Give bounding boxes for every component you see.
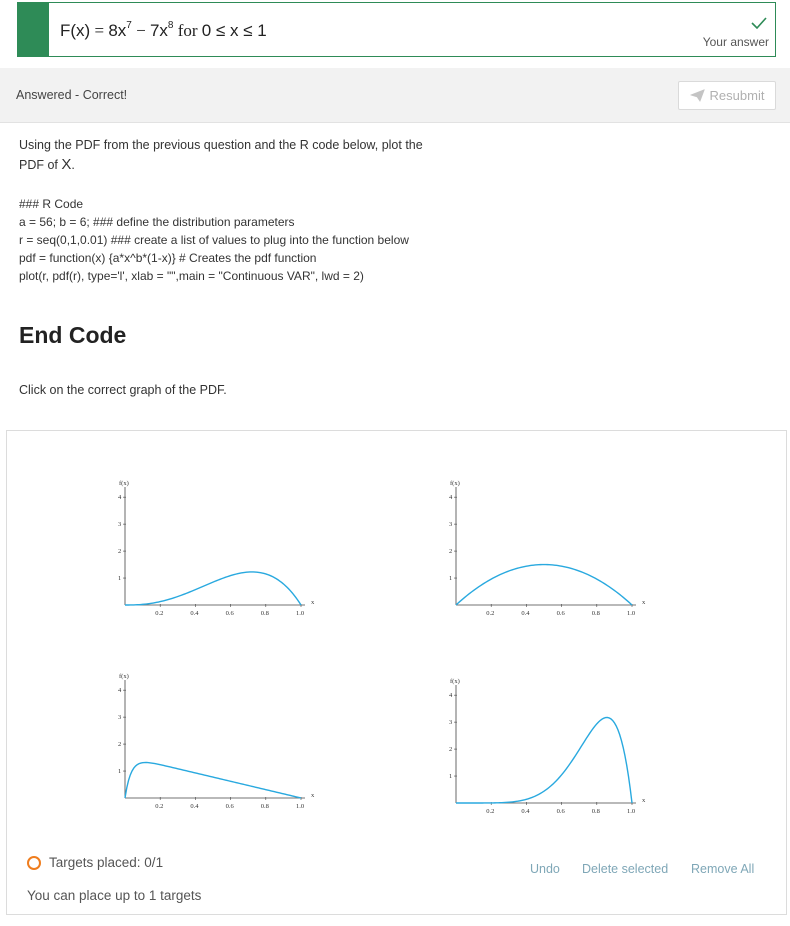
code-line: plot(r, pdf(r), type='l', xlab = "",main = "Continuous VAR", lwd = 2) — [19, 269, 364, 283]
code-line: ### R Code — [19, 197, 84, 211]
x-tick-label: 0.2 — [155, 803, 164, 810]
x-tick-label: 1.0 — [296, 610, 305, 617]
formula-range: 0 ≤ x ≤ 1 — [201, 21, 267, 40]
resubmit-label: Resubmit — [709, 88, 765, 103]
y-tick-label: 3 — [118, 521, 122, 529]
y-tick-label: 4 — [449, 494, 453, 502]
formula-eq: = — [90, 21, 109, 40]
formula-minus: − — [131, 21, 150, 40]
x-tick-label: 0.2 — [155, 610, 164, 617]
y-tick-label: 2 — [449, 548, 453, 556]
x-tick-label: 0.2 — [486, 610, 495, 617]
question-intro-end: . — [71, 158, 75, 172]
x-tick-label: 0.4 — [190, 610, 199, 617]
x-tick-label: 1.0 — [627, 808, 636, 815]
answer-accent-bar — [18, 3, 49, 56]
pdf-curve — [456, 565, 632, 605]
y-tick-label: 2 — [118, 741, 122, 749]
paper-plane-icon — [690, 89, 705, 102]
x-tick-label: 0.6 — [225, 610, 234, 617]
graph-option-d[interactable] — [438, 679, 668, 829]
formula-lhs: F(x) — [60, 21, 91, 40]
y-tick-label: 4 — [118, 494, 122, 502]
pdf-plot-svg — [107, 481, 337, 631]
x-tick-label: 0.8 — [260, 803, 269, 810]
x-tick-label: 0.6 — [225, 803, 234, 810]
pdf-plot-svg — [438, 679, 668, 829]
x-tick-label: 0.6 — [556, 808, 565, 815]
code-line: r = seq(0,1,0.01) ### create a list of values to plug into the function below — [19, 233, 409, 247]
code-line: a = 56; b = 6; ### define the distribution parameters — [19, 215, 295, 229]
y-axis-label: f(x) — [450, 678, 460, 685]
formula-term1: 8x — [108, 21, 127, 40]
formula-for: for — [173, 21, 202, 40]
question-text — [19, 136, 449, 175]
question-variable: X — [61, 156, 72, 173]
x-tick-label: 1.0 — [296, 803, 305, 810]
y-axis-label: f(x) — [119, 673, 129, 680]
y-axis-label: f(x) — [450, 480, 460, 487]
pdf-curve — [125, 572, 301, 605]
graph-option-a[interactable] — [107, 481, 337, 631]
graph-option-c[interactable] — [107, 674, 337, 824]
formula-exp2: 8 — [167, 20, 174, 31]
y-tick-label: 2 — [449, 746, 453, 754]
x-tick-label: 1.0 — [627, 610, 636, 617]
pdf-curve — [125, 763, 301, 798]
target-ring-icon — [27, 856, 41, 870]
x-tick-label: 0.4 — [521, 808, 530, 815]
y-tick-label: 3 — [449, 719, 453, 727]
status-bar — [0, 68, 790, 123]
y-tick-label: 2 — [118, 548, 122, 556]
formula-term2: 7x — [149, 21, 168, 40]
pdf-curve — [456, 718, 632, 804]
pdf-plot-svg — [438, 481, 668, 631]
targets-placed-label: Targets placed: 0/1 — [49, 855, 164, 870]
answer-formula — [60, 20, 267, 41]
targets-limit-label: You can place up to 1 targets — [27, 888, 202, 903]
x-tick-label: 0.4 — [521, 610, 530, 617]
question-intro: Using the PDF from the previous question and the R code below, plot the PDF of — [19, 138, 423, 172]
resubmit-button[interactable] — [678, 81, 776, 110]
remove-all-button[interactable]: Remove All — [691, 862, 755, 876]
your-answer-label: Your answer — [702, 35, 769, 49]
instruction-text: Click on the correct graph of the PDF. — [19, 383, 227, 397]
y-axis-label: f(x) — [119, 480, 129, 487]
x-tick-label: 0.4 — [190, 803, 199, 810]
y-tick-label: 4 — [449, 692, 453, 700]
code-line: pdf = function(x) {a*x^b*(1-x)} # Creates the pdf function — [19, 251, 317, 265]
y-tick-label: 1 — [118, 575, 122, 583]
your-answer-card — [17, 2, 776, 57]
x-tick-label: 0.8 — [591, 610, 600, 617]
targets-status — [27, 855, 163, 870]
formula-exp1: 7 — [126, 20, 132, 31]
undo-button[interactable]: Undo — [530, 862, 560, 876]
x-axis-label: x — [642, 797, 646, 804]
x-axis-label: x — [311, 599, 315, 606]
y-tick-label: 3 — [118, 714, 122, 722]
y-tick-label: 1 — [118, 768, 122, 776]
r-code-block — [19, 195, 459, 285]
delete-selected-button[interactable]: Delete selected — [582, 862, 669, 876]
y-tick-label: 1 — [449, 575, 453, 583]
checkmark-icon — [751, 17, 767, 29]
x-tick-label: 0.6 — [556, 610, 565, 617]
y-tick-label: 3 — [449, 521, 453, 529]
end-code-heading: End Code — [19, 322, 127, 348]
hotspot-graph-panel[interactable] — [6, 430, 787, 915]
status-text: Answered - Correct! — [16, 88, 128, 102]
x-tick-label: 0.8 — [591, 808, 600, 815]
pdf-plot-svg — [107, 674, 337, 824]
x-axis-label: x — [311, 792, 315, 799]
graph-option-b[interactable] — [438, 481, 668, 631]
y-tick-label: 4 — [118, 687, 122, 695]
y-tick-label: 1 — [449, 773, 453, 781]
x-tick-label: 0.2 — [486, 808, 495, 815]
x-tick-label: 0.8 — [260, 610, 269, 617]
x-axis-label: x — [642, 599, 646, 606]
